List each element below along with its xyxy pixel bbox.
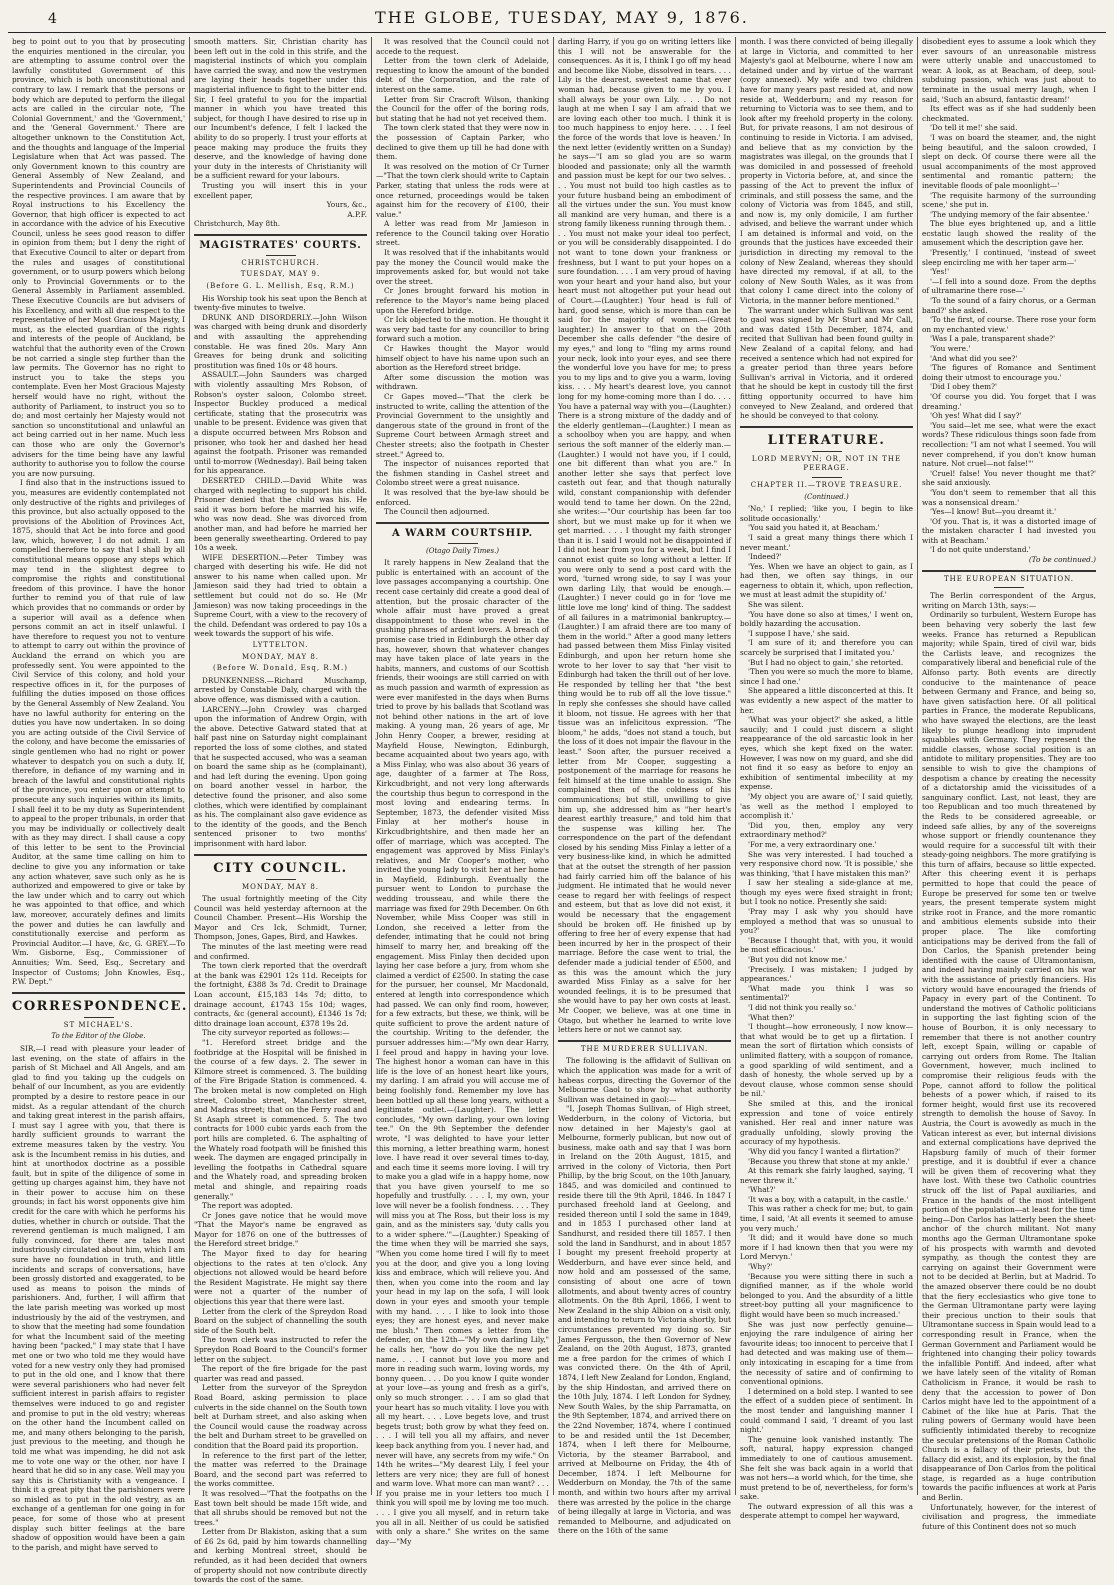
paragraph: 'You were.' (930, 344, 971, 353)
subheading: CHRISTCHURCH. (241, 258, 320, 267)
paragraph: I determined on a bold step. I wanted to see the effect of a sudden piece of sentiment. In the most tender and languishing manner I could command I said, 'I dreamt of you last night.' (740, 1386, 913, 1435)
paragraph: 'Yes!' (930, 267, 950, 277)
paragraph: It rarely happens in New Zealand that the public is entertained with an account of the love passages accompanying a courtship. One recent case certainly did create a good deal of attention, but the prosaic character of the whole affair must have proved a great disappointment to those who revel in the gushing phrases of ardent lovers. A breach of promise case tried in Edinburgh the other day has, however, shown that whatever changes may have taken place of late years in the habits, manners, and customs of our Scottish friends, their wooings are still carried on with as much passion and warmth of expression as were ever manifested in the days when Burns tried to prove by his ballads that Scotland was not behind other nations in the art of love making. A young man, 26 years of age, Mr John Henry Cooper, a brewer, residing at Mayfield House, Newington, Edinburgh, became acquainted about two years ago, with a Miss Finlay, who was also about 36 years of age, daughter of a farmer at The Ross, Kirkcudbright, and not very long afterwards the courtship thus begun to correspond in the most loving and endearing terms. In September, 1873, the defender visited Miss Finlay at her mother's house in Kirkcudbrightshire, and then made her an offer of marriage, which was accepted. The engagement was approved by Miss Finlay's relatives, and Mr Cooper's mother, who invited the young lady to visit her at her home in Mayfield, Edinburgh. Eventually the pursuer went to London to purchase the wedding trousseau, and while there the marriage was fixed for 29th December. On 6th November, while Miss Cooper was still in London, she received a letter from the defender, intimating that he could not bring himself to marry her, and breaking off the engagement. Miss Finlay then decided upon laying her case before a jury, from whom she claimed a verdict of £2500. In stating the case for the pursuer, her counsel, Mr Macdonald, entered at length into correspondence which had passed. We can only find room, however, for a few extracts, but these, we think, will be quite sufficient to prove the ardent nature of the courtship. Writing to the defender, the pursuer addresses him:—"My own dear Harry, I feel proud and happy in having your love. The highest honor a woman can have in this life is the love of an honest heart like yours, my darling. I am afraid you will accuse me of being foolishly fond. Remember my love has been bottled up all these long years, without a legitimate outlet.—(Laughter). The letter concludes, "My own darling, your own loving tee." On the 9th September the defender wrote, "I was delighted to have your letter this morning, a letter breathing warm, honest love. I have read it over several times to-day, and each time it seems more loving. I will try to make you a glad wife in a happy home, now that you have given yourself to me so hopefully and trustfully. . . . I, my own, your love will never be a foolish fondness. . . . They will miss you at The Ross, but their loss is my gain, and as the ministers say, 'duty calls you to a wider sphere.'"—(Laughter.) Speaking of the time when they will be married she says, "When you come home tired I will fly to meet you at the door, and give you a long loving kiss and embrace, which will relieve you. And then, when you come into the room and lay your head in my lap on the sofa, I will look down in your eyes and smooth your temple with my hand. . . . I like to look into those eyes; they are honest eyes, and never make me blush." Then comes a letter from the defender, on the 12th—"My own darling Lily," he calls her, "how do you like the new pet name. . . . I cannot but love you more and more in reading such warm, loving words, my bonny queen. . . . Do you know I quite wonder at your love—as young and fresh as a girl's, only so much stronger. . . . I am so glad that your heart has so much vitality. I love you with all my heart. . . . Love begets love, and trust begets trust; both grow by what they feed on. . . . I will tell you all my affairs, and never keep back anything from you. I never had, and never will have, any secrets from my wife." On 14th he writes—"My dearest Lily, I feel your letters are very nice; they are full of honest and warm love. What more can man want? . . . If you praise me in your letters too much I think you will spoil me by loving me too much. . . . I give you all myself, and in return take you all in all. Neither of us could be satisfied with only a share." She writes on the same day—"My (376, 558, 549, 1546)
paragraph: 'Pray may I ask why you should have employed a method that was so unusual to you?' (740, 907, 913, 936)
paragraph: 'What?' (748, 1185, 776, 1195)
paragraph: The town clerk was instructed to refer the Spreydon Road Board to the Council's former letter on the subject. (194, 1335, 367, 1364)
paragraph: 'What made you think I was so sentimental?' (740, 983, 913, 1003)
paragraph: Letter from the surveyor of the Spreydon Road Board, asking permission to place culverts in the side channel on the South town belt at Durham street, and also asking when the Council would cause the roadway across the belt and Durham street to be gravelled on condition that the Board paid its proportion. (194, 1383, 367, 1450)
paragraph: The city surveyor reported as follows:— (202, 1028, 350, 1038)
paragraph: Letter from Sir Cracroft Wilson, thanking the Council for the offer of the boring rods, but stating that he had not yet received them. (376, 94, 549, 123)
paragraph: beg to point out to you that by prosecuting the enquiries mentioned in the circular, you are attempting to assume control over the lawfully constituted Government of this province, which is both unconstitutional and contrary to law. I remark that the persons or body which are deputed to perform the illegal acts are called in the circular note, 'The Colonial Government,' and the 'Government,' and the 'General Government.' There are altogether unknown to the Constitution Act, and the thoughts and language of the Imperial Legislature when that Act was passed. The only Government known to this country are General Assembly of New Zealand, and Superintendents and Provincial Councils of the respective provinces. I am aware that by Royal instructions to his Excellency the Governor, that high officer is expected to act in accordance with the advice of his Executive Council, unless he sees good reason to differ in opinion from them; but I deny the right of that Executive Council to alter or depart from the rules and usages of constitutional government, or to usurp powers which belong only to Provincial Governments or to the General Assembly in Parliament assembled. These Executive Councils are but advisers of his Excellency, and with all due respect to the representative of her Most Gracious Majesty, I must, as the elected guardian of the rights and interests of the people of Auckland, be watchful that the authority even of the Crown be not carried a single step further than the law permits. The Governor has no right to instruct you to take the steps you contemplate. Even her Most Gracious Majesty herself would have no right, without the authority of Parliament, to instruct you so to do; and most certainly her Majesty would not sanction so unconstitutional and unlawful an act being carried out in her name. Much less can those who are only the Governor's advisers for the time being have any lawful authority to authorise you to follow the course you are now pursuing. (12, 37, 185, 478)
paragraph: After some discussion the motion was withdrawn. (376, 372, 549, 392)
subheading: LYTTELTON. (252, 641, 309, 650)
paragraph: 'Because you threw that stone at my ankle.' (748, 1156, 910, 1166)
paragraph: 'To the first, of course. There rose your form on my enchanted view.' (922, 315, 1096, 334)
divider (558, 1040, 731, 1042)
section-heading: A WARM COURTSHIP. (391, 527, 534, 539)
paragraph: A letter was read from Mr Jamieson in reference to the Council taking over Horatio street. (376, 219, 549, 248)
subheading-date: MONDAY, MAY 8. (241, 882, 320, 891)
subheading-date: TUESDAY, MAY 9. (240, 270, 321, 279)
paragraph: Cr Hawkes thought the Mayor would himself object to have his name upon such an abortion as the Hereford street bridge. (376, 344, 549, 373)
paragraph: 'Then you were so much the more to blame, since I had one.' (740, 667, 913, 686)
paragraph: It was resolved that if the inhabitants would pay the money the Council would make the improvements asked for, but would not take over the street. (376, 248, 549, 286)
paragraph: 'Did I obey them?' (930, 382, 997, 392)
paragraph: DESERTED CHILD.—David White was charged with neglecting to support his child. Prisoner denied that the child was his. He said it was born before he married his wife, who was now dead. She was divorced from another man, and had before he married her been generally sweethearting. Ordered to pay 10s a week. (194, 475, 367, 553)
paragraph: 'Precisely. I was mistaken; I judged by appearances.' (740, 964, 913, 984)
divider (812, 477, 842, 478)
paragraph: "I, Joseph Thomas Sullivan, of High street, Wedderburn, in the colony of Victoria, but now detained in her Majesty's gaol at Melbourne, formerly publican, but now out of business, make oath and say that I was born in Ireland on the 20th August, 1815, and arrived in the colony of Victoria, then Port Phillip, by the brig Scout, on the 10th January, 1845, and was domiciled and continued to reside there till the 9th April, 1846. In 1847 I purchased freehold land at Geelong, and resided thereon until I sold the same in 1849, and in 1853 I purchased other land at Sandhurst, and resided there till 1857. I then sold the land in Sandhurst, and in about 1857 I bought my present freehold property at Wedderburn, and have ever since held, and now hold and am possessed of the same, consisting of about one acre of town allotments, and about twenty acres of country allotments. On the 8th April, 1866, I went to New Zealand in the ship Albion on a visit only, and intending to return to Victoria shortly, but circumstances prevented my doing so. Sir James Fergusson, the then Governor of New Zealand, on the 20th August, 1873, granted me a free pardon for the crimes of which I was convicted there. On the 4th of April, 1874, I left New Zealand for London, England, by the ship Hindostan, and arrived there on the 10th July, 1874. I left London for Sydney, New South Wales, by the ship Parramatta, on the 9th September, 1874, and arrived there on the 22nd November, 1874, where I continued to be and resided until the 1st December, 1874, when I left there for Melbourne, Victoria, by the steamer Barrabool, and arrived at Melbourne on Friday, the 4th of December, 1874. I left Melbourne for Wedderburn on Monday, the 7th of the same month, and within two hours after my arrival there was arrested by the police in the charge of being illegally at large in Victoria, and was remanded to Melbourne, and adjudicated on there on the 16th of the same (558, 1104, 731, 1536)
letter-signature: A.P.F. (347, 209, 367, 219)
paragraph: 'Because I thought that, with you, it would be most efficacious.' (740, 935, 913, 955)
paragraph: She was silent. (748, 600, 804, 610)
paragraph: 'You said you hated it, at Beacham.' (748, 523, 880, 533)
paragraph: 'What was your object?' she asked, a little saucily; and I could just discern a slight reappearance of the old sarcastic look in her eyes, which she kept fixed on the water. However, I was now on my guard, and she did not find it so easy as before to enjoy an exhibition of sentimental imbecility at my expense. (740, 715, 913, 792)
paragraph: 'And what did you see?' (930, 353, 1018, 363)
paragraph: 'Of course you did. You forget that I was dreaming.' (922, 391, 1096, 411)
paragraph: 'It did; and it would have done so much more if I had known then that you were my Lord Mervyn.' (740, 1233, 913, 1262)
divider (376, 522, 549, 524)
divider (266, 255, 296, 256)
paragraph: 'No,' I replied; 'like you, I begin to like solitude occasionally.' (740, 504, 913, 523)
paragraph: 'The figures of Romance and Sentiment doing their utmost to encourage you.' (922, 363, 1096, 382)
paragraph: 'To the sound of a fairy chorus, or a German band?' she asked. (922, 296, 1096, 315)
paragraph: DRUNK AND DISORDERLY.—John Wilson was charged with being drunk and disorderly and with assaulting the apprehending constable. He was fined 20s. Mary Ann Greaves for being drunk and soliciting prostitution was fined 10s or 48 hours. (194, 312, 367, 370)
paragraph: 'I suppose I have,' she said. (748, 628, 850, 638)
salutation: To the Editor of the Globe. (51, 1032, 146, 1041)
paragraph: darling Harry, if you go on writing letters like this I will not be answerable for the consequences. As it is, I think I go off my head and become like Niobe, dissolved in tears. . . . Lily is the dearest, sweetest name that ever woman had, because given to me by you. I shall always be your own Lily. . . . Do not laugh at me when I say I am afraid that we are loving each other too much. I think it is too much happiness to enjoy here. . . . I feel the force of the words that love is heaven.' In the next letter (evidently written on a Sunday) he says—"I am so glad you are so warm blooded and passionate; only all the warmth and passion must be kept for our two selves. . . . You must not build too high castles as to your future husband being an embodiment of all the virtues under the sun. You must know all mankind are very human, and there is a strong family likeness running through them. . . . You must not make your ideal too perfect, or you will be considerably disappointed. I do not want to tone down your frankness or freshness, but I want to put your hopes on a sure foundation. . . . I am very proud of having won your heart and your hand also, but your heart must not altogether put your head out of Court.—(Laughter.) Your head is full of hard, good sense, which is more than can be said for the majority of women.—(Great laughter.) In answer to that on the 20th December she calls defender "the desire of my eyes," and long to "fling my arms round your neck, look into your eyes, and see there the wonderful love you have for me; to press you to my lips and to give you a warm, loving kiss. . . . My heart's dearest love, you cannot long for my home-coming more than I do. . . . You have a paternal way with you—(Laughter.) There is a strong mixture of the daddy and of the elderly gentleman—(Laughter.) I mean as a schoolboy when you are happy, and when serious the soft manner of the elderly man.—(Laughter.) I would not have you, if I could, one bit different than what you are." In another letter she says that perfect love casteth out fear, and that though naturally wild, constant companionship with defender would tend to tame her down. On the 22nd, she writes:—"Our courtship has been far too short, but we must make up for it when we get married. . . . I thought my faith stronger than it is. I said I would not be disappointed if I did not hear from you for a week, but I find I cannot exist quite so long without a letter. If you were only to send a post card with the word, 'turned wrong side, to say I was your own darling Lily, that would be enough.—(Laughter.) I never could go in for 'love me little love me long' kind of thing. The saddest of all failures in a matrimonial bankruptcy.—(Laughter.) I am afraid there are too many of them in the world." After a good many letters had passed between them Miss Finlay visited Edinburgh, and upon her return home she wrote to her lover to say that "her visit to Edinburgh had taken the thrill out of her love. He responded by telling her that "the best thing would be to rub off all the love tissue." In reply she confesses she should have called it bloom, not tissue. He agrees with her that tissue was an infelicitous expression. "The bloom," he adds, "does not stand a touch, but the loss of it does not impair the flavour in the least." Soon after, the pursuer received a letter from Mr Cooper, suggesting a postponement of the marriage for reasons he felt himself at the time unable to assign. She complained then of the coldness of his communications; but still, unwilling to give him up, she addressed him as "her heart's dearest earthly treasure," and told him that the suspense was killing her. The correspondence on the part of the defendant closed by his sending Miss Finlay a letter of a very business-like kind, in which he admitted that at the outset the strength of her passion had fairly carried him off the balance of his judgment. He intimated that he would never cease to regard her with feelings of respect and esteem, but that as love did not exist, it would be necessary that the engagement should be broken off. He finished up by offering to free her of every expense that had been incurred by her in the prospect of their marriage. Before the case went to trial, the defender made a judicial tender of £500, and as this was the amount which the jury awarded Miss Finlay as a salve for her wounded feelings, it is to be presumed that she would have to pay her own costs at least. Mr Cooper, we believe, was at one time in Otago, but whether he learned to write love letters here or not we cannot say. (558, 37, 731, 1035)
column-6 (918, 37, 1100, 1531)
paragraph: I find also that in the instructions issued to you, measures are evidently contemplated not only destructive of the rights and privileges of this province, but also actually opposed to the provisions of the Abolition of Provinces Act, 1875, should that Act be into force and good law, which, however, I do not admit. I am compelled therefore to say that I shall by all constitutional means oppose any steps which may tend in the slightest degree to compromise the rights and constitutional freedom of this province. I have the honor further to remind you of that rule of law which provides that no commands or order by a superior will avail as a defence when persons commit an act in itself unlawful. I have therefore to request you not to venture to attempt to carry out within the province of Auckland the errand on which you are professedly sent. You were appointed to the Civil Service of this colony, and hold your respective offices in it, for the purposes of fulfilling the duties imposed on those offices by the General Assembly of New Zealand. You have no lawful authority for entering on the duties you have now undertaken. In so doing you are acting outside of the Civil Service of the colony, and have become the emissaries of single gentlemen who had no right or power whatever to despatch you on such a duty. If, therefore, in defiance of my warning and in breach of the lawful and constitutional rights of the province, you enter upon or attempt to prosecute any such inquiries within its limits, I shall feel it to be my duty as Superintendent to appeal to the proper tribunals, in order that you may be individually or collectively dealt with as they may direct. I shall cause a copy of this letter to be sent to the Provincial Auditor, at the same time calling on him to decline to give you any information or take any action whatever, save such only as he is authorized and empowered to give or take by the law under which and to carry out which he was appointed to that office, and which law, moreover, accurately defines and limits the power and duties he can lawfully and constitutionally exercise and perform as Provincial Auditor.—I have, &c, G. GREY.—To Wm. Gisborne, Esq., Commissioner of Annuities; Wm. Seed, Esq., Secretary and Inspector of Customs; John Knowles, Esq., P.W. Dept." (12, 478, 185, 987)
paragraph: It was resolved that the bye-law should be enforced. (376, 487, 549, 507)
paragraph: It was resolved—"That the footpaths on the East town belt should be made 15ft wide, and that all shrubs should be removed but not the trees." (194, 1488, 367, 1527)
section-heading: LITERATURE. (767, 432, 886, 448)
paragraph: The Mayor fixed to day for hearing objections to the rates at ten o'clock. Any objections not allowed would be heard before the Resident Magistrate. He might say there were not a quarter of the number of objections this year that there were last. (194, 1249, 367, 1307)
paragraph: The inspector of nuisances reported that the fishmen standing in Cashel street and Colombo street were a great nuisance. (376, 459, 549, 488)
paragraph: The usual fortnightly meeting of the City Council was held yesterday afternoon at the Council Chamber. Present—His Worship the Mayor and Crs Ick, Schmidt, Turner, Thompson, Jones, Gapes, Bird, and Hawkes. (194, 894, 367, 942)
paragraph: It was resolved that the Council could not accede to the request. (376, 37, 549, 56)
paragraph: It was resolved on the motion of Cr Turner—"That the town clerk should write to Captain Parker, stating that unless the rods were at once returned, proceedings would be taken against him for the recovery of £100, their value." (376, 161, 549, 219)
divider (194, 234, 367, 236)
paragraph: 'Indeed?' (748, 552, 782, 562)
divider (448, 543, 478, 544)
paragraph: 'You said—let me see, what were the exact words? These ridiculous things soon fade from recollection: "I am not what I seemed. You will never comprehend, if you don't know human nature. Not cruel—not false!"' (922, 420, 1096, 469)
paragraph: 'Cruel! false! You never thought me that?' she said anxiously. (922, 468, 1096, 488)
paragraph: 'My object you are aware of,' I said quietly, 'as well as the method I employed to accomplish it.' (740, 791, 913, 821)
paragraph: 'It was a boy, with a catapult, in the castle.' (748, 1194, 909, 1204)
paragraph: The warrant under which Sullivan was sent to gaol was signed by Mr Sturt and Mr Call, and was dated 15th December, 1874, and recited that Sullivan had been found guilty in New Zealand of a capital felony, and had received a sentence which had not expired for a greater period than three years before Sullivan's arrival in Victoria, and it ordered that he should be kept in custody till the first fitting opportunity occurred to have him conveyed to New Zealand, and ordered that he should be conveyed to that colony. (740, 305, 913, 421)
paragraph: 'I did not think you really so.' (748, 1003, 857, 1012)
paragraph: 'Of you. That is, it was a distorted image of the mistaken character I had invested you with at Beacham.' (922, 516, 1096, 545)
paragraph: The town clerk stated that they were now in the possession of Captain Parker, who declined to give them up till he had done with them. (376, 123, 549, 162)
column-2 (190, 37, 372, 1585)
paragraph: The report of the fire brigade for the past quarter was read and passed. (194, 1364, 367, 1383)
section-heading: THE EUROPEAN SITUATION. (943, 574, 1074, 583)
paragraph: She appeared a little disconcerted at this. It was evidently a new aspect of the matter to her. (740, 686, 913, 715)
paragraph: 'Because you were sitting there in such a dignified manner, as if the whole world belonged to you. And the absurdity of a little street-boy putting all your magnificence to flight would have been so much increased.' (740, 1271, 913, 1319)
column-1 (8, 37, 190, 1552)
paragraph: The blue eyes brightened up, and a little ecstatic laugh showed the reality of the amusement which the description gave her. (922, 219, 1096, 248)
paragraph: The genuine look vanished instantly. The soft, natural, happy expression changed immediately to one of cautious amusement. She felt she was back again in a world that was not hers—a world which, for the time, she must pretend to be of, nevertheless, for form's sake. (740, 1434, 913, 1502)
paragraph: The Berlin correspondent of the Argus, writing on March 13th, says:— (922, 591, 1096, 610)
paragraph: SIR,—I read with pleasure your leader of last evening, on the state of affairs in the parish of St Michael and All Angels, and am glad to find you taking up the cudgels on behalf of our Incumbent, as you are evidently prompted by a desire to restore peace in our midst. As a regular attendant of the church and taking great interest in the parish affairs, I must say I agree with you, that there is hardly sufficient grounds to warrant the extreme measures taken by the vestry. You ask is the Incumbent remiss in his duties, and hint at unorthodox doctrine as a possible fault, but in spite of the diligence of some in getting up charges against him, they have not in their power to accuse him on these grounds; in fact his worst opponents give him credit for the care with which he performs his duties, whether in church or outside. That the reverend gentleman is much maligned, I am fully convinced, for there are tales most industriously circulated about him, which I am sure have no foundation in truth, and little incidents and scraps of conversations, have been grossly distorted and exaggerated, to be used as means to poison the minds of parishioners. And, further, I will affirm that the late parish meeting was worked up most industriously by the aid of the vestrymen, and to show that the meeting had some foundation for what the Incumbent said of the meeting having been "packed," I may state that I have met one or two who told me they would have voted for a new vestry only they had promised to put in the old one, and I know that there were several parishioners who had never felt sufficient interest in parish affairs to register themselves were induced to go and register and promise to put in the old vestry; whereas on the other hand the Incumbent called on me, and many others belonging to the parish, just previous to the meeting, and though he told me what was impending, he did not ask me to vote one way or the other, nor have I heard that he did so in any case. Well may you say this is Christianity with a vengeance. I think it a great pity that the parishioners were so misled as to put in the old vestry, as an exchange of a gentleman for one going in for peace, for some of those who at present display such bitter feelings at the bare shadow of opposition would have been a gain to the parish, and might have served to (12, 1043, 185, 1552)
divider (740, 426, 913, 428)
paragraph: Its effect was as if she had suddenly been checkmated. (922, 104, 1096, 123)
paragraph: His Worship took his seat upon the Bench at twenty-five minutes to twelve. (194, 293, 367, 313)
paragraph: 'I do not quite understand.' (930, 545, 1031, 555)
column-4 (554, 37, 736, 1536)
paragraph: Letter from Dr Blakiston, asking that a sum of £6 2s 6d, paid by him towards channelling and kerbing Montreal street, should be refunded, as it had been decided that owners of property should not now contribute directly towards the cost of the same. (194, 1527, 367, 1585)
paragraph: At this remark she fairly laughed, saying, 'I never threw it.' (740, 1166, 913, 1185)
paragraph: "1. Hereford street bridge and the footbridge at the Hospital will be finished in the course of a few days. 2. The sewer in Kilmore street is commenced. 3. The building of the Fire Brigade Station is commenced. 4. The broken metal is now completed on High street, Colombo street, Manchester street, and Madras street; that on the Ferry road and St Asaph street is commenced. 5. The two contracts for 1000 cubic yards each from the port hills are completed. 6. The asphalting of the Whately road footpath will be finished this week. The daymen are engaged principally in levelling the footpaths in Cathedral square and the Whately road, and spreading broken metal and shingle, and repairing roads generally." (194, 1038, 367, 1201)
paragraph: 'I said a great many things there which I never meant.' (740, 532, 913, 552)
paragraph: 'Why did you fancy I wanted a flirtation?' (748, 1146, 901, 1156)
subheading-bench: (Before G. L. Mellish, Esq, R.M.) (206, 282, 355, 291)
chapter-heading: CHAPTER II.—TROVE TREASURE. (750, 480, 903, 489)
paragraph: She was just now perfectly genuine—enjoying the rare indulgence of airing her favourite ideas; too innocent to perceive that I had detected and was making use of them—only intoxicating in escaping for a time from the necessity of satire and of confirming to conventional opinions. (740, 1319, 913, 1387)
column-3 (372, 37, 554, 1546)
paragraph: The minutes of the last meeting were read and confirmed. (194, 942, 367, 961)
divider (194, 854, 367, 856)
paragraph: She smiled at this, and the ironical expression and tone of voice entirely vanished. Her real and inner nature was gradually unfolding, slowly proving the accuracy of my hypothesis. (740, 1098, 913, 1147)
paragraph: WIFE DESERTION.—Peter Timbey was charged with deserting his wife. He did not answer to his name when called upon. Mr Jamieson said they had tried to obtain a settlement but could not do so. He (Mr Jamieson) was now taking proceedings in the Supreme Court, with a view to the recovery of the child. Defendant was ordered to pay 10s a week towards the support of his wife. (194, 552, 367, 639)
paragraph: The outward expression of all this was a desperate attempt to compel her wayward, (740, 1501, 913, 1521)
paragraph: 'But you did not know me.' (748, 955, 847, 965)
story-title: LORD MERVYN; OR, NOT IN THE PEERAGE. (751, 454, 902, 473)
paragraph: 'I thought—how erroneously, I now know—that what would be to get up a flirtation. I mean the sort of flirtation which consists of unlimited flattery, with a soupçon of romance, a good sparkling of wild sentiment, and a dash of honesty, the whole served up by a devout clause, whose common sense should be nil.' (740, 1022, 913, 1099)
paragraph: 'I was on board the steamer, and, the night being beautiful, and the saloon crowded, I slept on deck. Of course there were all the usual accompaniments of the most approved sentimental and romantic pattern; the inevitable floods of pale moonlight—' (922, 132, 1096, 190)
paragraph: 'Why?' (748, 1262, 773, 1272)
paragraph: The town clerk reported that the overdraft at the bank was £2901 12s 11d. Receipts for the fortnight, £388 3s 7d. Credit to Drainage Loan account, £15,183 14s 7d; ditto, to drainage account, £1743 15s 10d; wages, contracts, &c (general account), £1346 1s 7d; ditto drainage loan account, £378 19s 2d. (194, 961, 367, 1028)
divider (84, 1017, 114, 1018)
paragraph: 'Was I a pale, transparent shade?' (930, 334, 1056, 344)
to-be-continued: (To be continued.) (1028, 555, 1096, 565)
paragraph: 'Yes—I know! But—you dreamt it.' (930, 507, 1057, 517)
paragraph: ASSAULT.—John Saunders was charged with violently assaulting Mrs Robson, of Robson's oyster saloon, Colombo street. Inspector Buckley produced a medical certificate, stating that the prosecutrix was unable to be present. Evidence was given that a dispute occurred between Mrs Robson and prisoner, who took her and dashed her head against the footpath. Prisoner was remanded until to-morrow (Wednesday). Bail being taken for his appearance. (194, 370, 367, 476)
subheading-bench: (Before W. Donald, Esq, R.M.) (213, 664, 348, 673)
divider (266, 879, 296, 880)
paragraph: smooth matters. Sir, Christian charity has been left out in the cold in this strife, and the magisterial instincts of which you complain have carried the sway, and now the vestrymen are laying their heads together under this magisterial influence to fight to the bitter end. Sir, I feel grateful to you for the impartial manner in which you have treated this subject, for though I have desired to rise up in our Incumbent's defence, I felt I lacked the ability to do so properly. I trust your efforts at peace making may produce the fruits they deserve, and the knowledge of having done your duty in the interests of Christianity will be a sufficient reward for your labours. (194, 37, 367, 181)
paragraph: The report was adopted. (202, 1201, 293, 1211)
masthead (8, 8, 1106, 33)
paragraph: 'The requisite harmony of the surrounding scene,' she put in. (922, 190, 1096, 210)
article-heading: ST MICHAEL'S. (63, 1020, 134, 1029)
divider (922, 570, 1096, 572)
section-heading: CITY COUNCIL. (213, 860, 348, 876)
paragraph: 'Do tell it me!' she said. (930, 123, 1018, 133)
paragraph: Cr Ick objected to the motion. He thought it was very bad taste for any councillor to bring forward such a motion. (376, 315, 549, 344)
divider (994, 587, 1024, 588)
paragraph: DRUNKENNESS.—Richard Muschamp, arrested by Constable Daly, charged with the above offence, was dismissed with a caution. (194, 675, 367, 704)
letter-date: Christchurch, May 8th. (194, 219, 281, 229)
letter-close: Yours, &c., (326, 200, 367, 210)
subheading-date: MONDAY, MAY 8. (241, 652, 320, 661)
paragraph: month. I was there convicted of being illegally at large in Victoria, and committed to her Majesty's gaol at Melbourne, where I now am detained under and by virtue of the warrant (copy annexed). My wife and two children have for many years past resided at, and now reside at, Wedderburn; and my reason for returning to Victoria was to see them, and to look after my freehold property in the colony. But, for private reasons, I am not desirous of continuing to reside in Victoria. I am advised, and believe that as my conviction by the magistrates was illegal, on the grounds that I was domiciled in and possessed of freehold property in Victoria before, at, and since the passing of the Act to prevent the influx of criminals, and still possess the same, and the colony of Victoria was from 1845, and still, and now is, my only domicile, I am further advised, and believe the warrant under which I am detained is informal and void, on the grounds that the justices have exceeded their jurisdiction in directing my removal to the colony of New Zealand, whereas they should have directed my removal, if at all, to the colony of New South Wales, as it was from that colony I came direct into the colony of Victoria, in the manner before mentioned." (740, 37, 913, 306)
paragraph: 'Did you, then, employ any very extraordinary method?' (740, 820, 913, 840)
paragraph: Cr Gapes moved—"That the clerk be instructed to write, calling the attention of the Provincial Government to the unsightly and dangerous state of the ground in front of the Supreme Court between Armagh street and Chester streets; also the footpath in Chester street." Agreed to. (376, 391, 549, 459)
paragraph: 'Oh yes! What did I say?' (930, 411, 1022, 421)
article-source: (Otago Daily Times.) (425, 546, 500, 555)
paragraph: 'For me, a very extraordinary one.' (748, 839, 877, 849)
divider (12, 992, 185, 994)
divider (812, 451, 842, 452)
paragraph: Cr Jones brought forward his motion in reference to the Mayor's name being placed upon the Hereford bridge. (376, 286, 549, 315)
paragraph: 'But I had no object to gain,' she retorted. (748, 657, 904, 667)
page-number: 4 (48, 11, 58, 27)
paragraph: Trusting you will insert this in your excellent paper, (194, 180, 367, 200)
paragraph: The following is the affidavit of Sullivan on which the application was made for a writ of habeas corpus, directing the Governor of the Melbourne Gaol to show by what authority Sullivan was detained in gaol:— (558, 1056, 731, 1104)
paragraph: LARCENY.—John Crowley was charged upon the information of Andrew Orgin, with the above. Detective Gatward stated that at half past nine on Saturday night complainant reported the loss of some clothes, and stated that he suspected accused, who was a seaman on board the same ship as he (complainant), and had left during the evening. Upon going on board another vessel in harbor, the detective found the prisoner, and also some clothes, which were identified by complainant as his. The complainant also gave evidence as to the identity of the goods, and the Bench sentenced prisoner to two months' imprisonment with hard labor. (194, 704, 367, 848)
columns (8, 37, 1106, 1585)
paragraph: This was rather a check for me; but, to gain time, I said, 'At all events it seemed to amuse you very much.' (740, 1204, 913, 1233)
paragraph: disobedient eyes to assume a look which they ever savours of an unreasonable mistress were utterly unable and unaccustomed to wear. A look, as at Beacham, of deep, soul-subduing passion, which was just about to terminate in the usual merry laugh, when I said, 'Such an absurd, fantastic dream!' (922, 37, 1096, 104)
paragraph: She was very interested. I had touched a very responsive chord now. 'It is possible,' she was thinking, 'that I have mistaken this man?' (740, 849, 913, 878)
paragraph: Letter from the clerk of the Spreydon Road Board on the subject of channelling the south side of the South belt. (194, 1306, 367, 1335)
paragraph: In reference to the first part of the letter, the matter was referred to the Drainage Board, and the second part was referred to the works committee. (194, 1450, 367, 1489)
section-heading: CORRESPONDENCE. (12, 998, 188, 1014)
paragraph: I saw her stealing a side-glance at me, though my eyes were fixed straight in front; but I took no notice. Presently she said: (740, 878, 913, 907)
paragraph: Unfortunately, however, for the interest of civilisation and progress, the immediate future of this Continent does not so much (922, 1502, 1096, 1531)
paragraph: Cr Jones gave notice that he would move "That the Mayor's name be engraved as Mayor for 1876 on one of the buttresses of the Hereford street bridge." (194, 1210, 367, 1249)
paragraph: 'The undying memory of the fair absentee.' (930, 209, 1090, 219)
paragraph: The Council then adjourned. (384, 507, 490, 517)
column-5 (736, 37, 918, 1521)
paragraph: 'You don't seem to remember that all this was a nonsensical dream.' (922, 487, 1096, 507)
paragraph: 'You have done so also at times,' I went on, boldly hazarding the accusation. (740, 609, 913, 629)
newspaper-title: THE GLOBE, TUESDAY, MAY 9, 1876. (375, 8, 749, 27)
section-heading: MAGISTRATES' COURTS. (199, 239, 362, 251)
paragraph: '—I fell into a sound doze. From the depths of ultramarine there rose—' (922, 276, 1096, 296)
paragraph: 'What then?' (748, 1012, 795, 1022)
paragraph: Ordinarily so turbulent, Western Europe has been behaving very soberly the last few weeks. France has returned a Republican majority; while Spain, tired of civil war, bids the Carlists leave, and recognizes the comparatively liberal and beneficial rule of the Alfonso party. Both events are directly conducive to the maintenance of peace between Germany and France, and being so, have given satisfaction here. Of all political parties in France, the moderate Republicans, who have swayed the elections, are the least likely to plunge headlong into imprudent squabbles with Germany. They represent the middle classes, whose social position is an antidote to military propensities. They are too sensible to wish to give the champions of despotism a chance by creating the necessity of a dictatorship amid the vicissitudes of a sanguinary conflict. Last, not least, they are too Republican and too much threatened by the Reds to be considered agreeable, or indeed safe allies, by any of the sovereigns whose support or friendly countenance they would require for a successful tilt with their steady-going neighbors. The more gratifying is this turn of affairs, because so little expected. After this cheering event it is perhaps permitted to hope that could the peace of Europe be preserved for some ten or twelve years, the present temperate system might strike root in France, and the more romantic and ambitious elements subside into their proper place. The like comforting anticipations may be derived from the fall of Don Carlos, the Spanish pretender being identified with the cause of Ultramontanism, and indeed having mainly carried on his war with the assistance of priestly financiers. His victory would have encouraged the friends of Papacy in every part of the Continent. To understand the motives of Catholic politicians in supporting the last fighting scion of the house of Bourbon, it is only necessary to remember that there is not another country left, except Spain, willing or capable of carrying out orders from Rome. The Italian Government, however, much inclined to compromise their religious feuds with the Pope, cannot afford to follow the political behests of a power which, if raised to its former height, would first use its recovered strength to demolish the house of Savoy. In Austria, the Court is avowedly as much in the Vatican interest as ever, but internal divisions and external complications have deprived the Hapsburg family of much of their former prestige, and it is doubtful if ever a chance will be given them of recovering what they have lost. With these two Catholic countries struck off the list of Papal auxiliaries, and France in the hands of the most intelligent portion of the population—at least for the time being—Don Carlos has latterly been the sheet-anchor of the church militant. Not many months ago the German Ultramontane spoke of his prospects with warmth and devoted sympathy, as though the contest they are carrying on against their Government were not to be decided at Berlin, but at Madrid. To the amazed observer there could be no doubt that the fiery ecclesiastics who give tone to the German Ultramontane party were laying their precious unction to their souls that Ultramontane success in Spain would lead to a corresponding result in France, when the German Government and Parliament would be frightened into changing their policy towards the infallible Pontiff. And indeed, after what we have lately seen of the vitality of Roman Catholicism in France, it would be rash to deny that the accession to power of Don Carlos might have led to the appointment of a Cabinet of the like hue at Paris. That the ruling powers of Germany would have been sufficiently intimidated thereby to recognize the secular pretensions of the Roman Catholic Church is a fallacy of their priests, but the fallacy did exist, and its explosion, by the final disappearance of Don Carlos from the political stage, is regarded as a huge contribution towards the pacific influences at work at Paris and Berlin. (922, 610, 1097, 1503)
paragraph: Letter from the town clerk of Adelaide, requesting to know the amount of the bonded debt of the Corporation, and the rate of interest on the same. (376, 56, 549, 94)
section-heading: THE MURDERER SULLIVAN. (580, 1044, 709, 1053)
paragraph: 'I am sure of it; and therefore you can scarcely be surprised that I imitated you.' (740, 638, 913, 658)
paragraph: 'Presently,' I continued, 'instead of sweet sleep encircling me with her taper arm—' (922, 248, 1096, 267)
continued-note: (Continued.) (804, 492, 849, 501)
paragraph: 'Yes. When we have an object to gain, as I had then, we often say things, in our eagerness to obtain it, which, upon reflection, we must at least admit the stupidity of.' (740, 561, 913, 600)
